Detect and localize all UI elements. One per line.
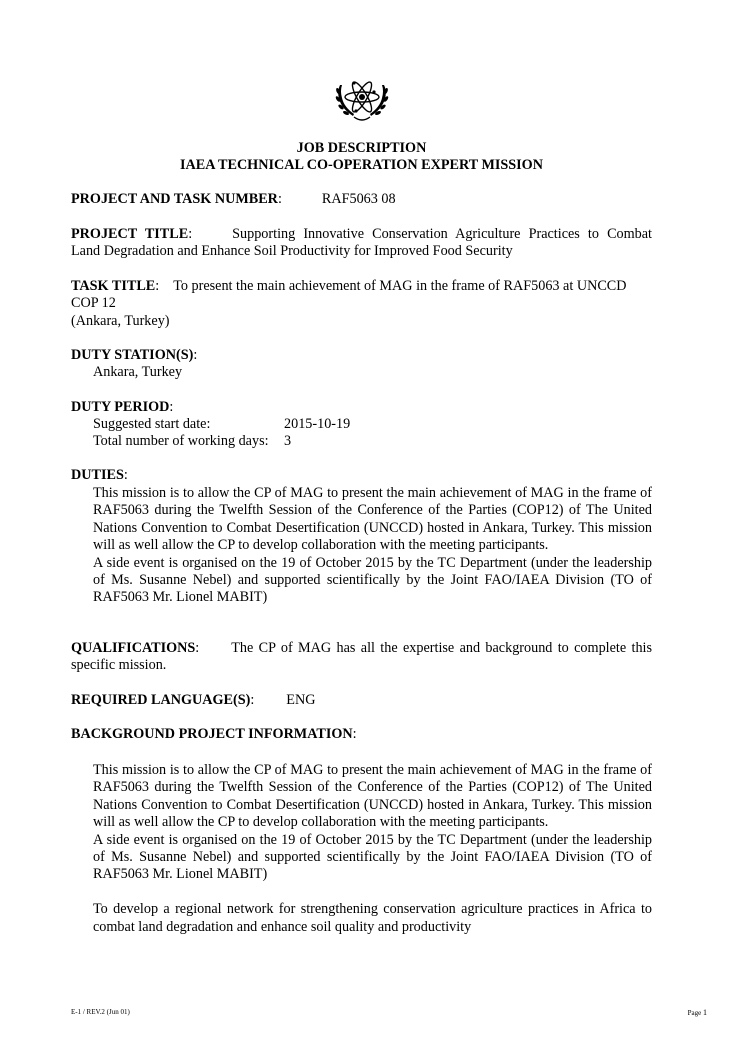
- working-days-label: Total number of working days:: [93, 433, 269, 449]
- working-days-row: [93, 433, 652, 450]
- project-title-label: PROJECT TITLE: [71, 226, 189, 242]
- project-number-value: RAF5063 08: [321, 191, 396, 207]
- form-reference: E-1 / REV.2 (Jun 01): [71, 1008, 130, 1016]
- page-number: Page 1: [687, 1008, 707, 1017]
- background-text: [93, 762, 652, 936]
- duty-station-heading: DUTY STATION(S):: [71, 347, 198, 363]
- task-title-value: To present the main achievement of MAG in the frame of RAF5063 at UNCCD COP 12: [71, 278, 627, 312]
- languages-row: REQUIRED LANGUAGE(S): ENG: [71, 692, 316, 708]
- qualifications-row: QUALIFICATIONS: The CP of MAG has all the expertise and background to complete this specific mission.: [71, 640, 652, 674]
- background-heading: BACKGROUND PROJECT INFORMATION:: [71, 726, 357, 742]
- start-date-row: [93, 416, 652, 433]
- duties-paragraph: A side event is organised on the 19 of October 2015 by the TC Department (under the leadership of Ms. Susanne Nebel) and supported scientifically by the Joint FAO/IAEA Division (TO of RAF5063 Mr. Lionel MABIT): [93, 554, 652, 606]
- qualifications-label: QUALIFICATIONS: [71, 640, 196, 656]
- document-title: JOB DESCRIPTION: [296, 140, 427, 156]
- project-number-label: PROJECT AND TASK NUMBER: [71, 191, 278, 207]
- task-title-location: (Ankara, Turkey): [71, 312, 170, 329]
- start-date-value: 2015-10-19: [284, 416, 351, 432]
- background-paragraph: A side event is organised on the 19 of October 2015 by the TC Department (under the leadership of Ms. Susanne Nebel) and supported scientifically by the Joint FAO/IAEA Division (TO of RAF5063 Mr. Lionel MABIT): [93, 831, 652, 883]
- project-title-row: PROJECT TITLE: Supporting Innovative Conservation Agriculture Practices to Combat Land Degradation and Enhance Soil Productivity for Improved Food Security: [71, 226, 652, 260]
- languages-label: REQUIRED LANGUAGE(S): [71, 692, 251, 708]
- qualifications-value: The CP of MAG has all the expertise and background to complete this specific mission.: [71, 640, 652, 674]
- languages-value: ENG: [286, 692, 316, 708]
- task-title-row: TASK TITLE: To present the main achievement of MAG in the frame of RAF5063 at UNCCD COP 12 (Ankara, Turkey): [71, 278, 627, 329]
- duty-station-value: Ankara, Turkey: [93, 364, 183, 380]
- project-number-row: PROJECT AND TASK NUMBER: RAF5063 08: [71, 191, 396, 207]
- document-subtitle: IAEA TECHNICAL CO-OPERATION EXPERT MISSION: [180, 157, 543, 173]
- start-date-label: Suggested start date:: [93, 416, 211, 432]
- task-title-label: TASK TITLE: [71, 278, 156, 294]
- background-paragraph: This mission is to allow the CP of MAG to present the main achievement of MAG in the frame of RAF5063 during the Twelfth Session of the Conference of the Parties (COP12) of The United Nations Convention to Combat Desertification (UNCCD) hosted in Ankara, Turkey. This mission will as well allow the CP to develop collaboration with the meeting participants.: [93, 762, 652, 831]
- project-title-value: Supporting Innovative Conservation Agriculture Practices to Combat Land Degradation and Enhance Soil Productivity for Improved Food Security: [71, 226, 652, 260]
- duty-period-heading: DUTY PERIOD:: [71, 399, 174, 415]
- working-days-value: 3: [284, 433, 292, 449]
- duties-text: [93, 485, 652, 607]
- duties-heading: DUTIES:: [71, 467, 128, 483]
- duties-paragraph: This mission is to allow the CP of MAG to present the main achievement of MAG in the frame of RAF5063 during the Twelfth Session of the Conference of the Parties (COP12) of The United Nations Convention to Combat Desertification (UNCCD) hosted in Ankara, Turkey. This mission will as well allow the CP to develop collaboration with the meeting participants.: [93, 485, 652, 554]
- background-paragraph: To develop a regional network for strengthening conservation agriculture practices in Africa to combat land degradation and enhance soil quality and productivity: [93, 901, 652, 935]
- iaea-logo-icon: [332, 71, 392, 125]
